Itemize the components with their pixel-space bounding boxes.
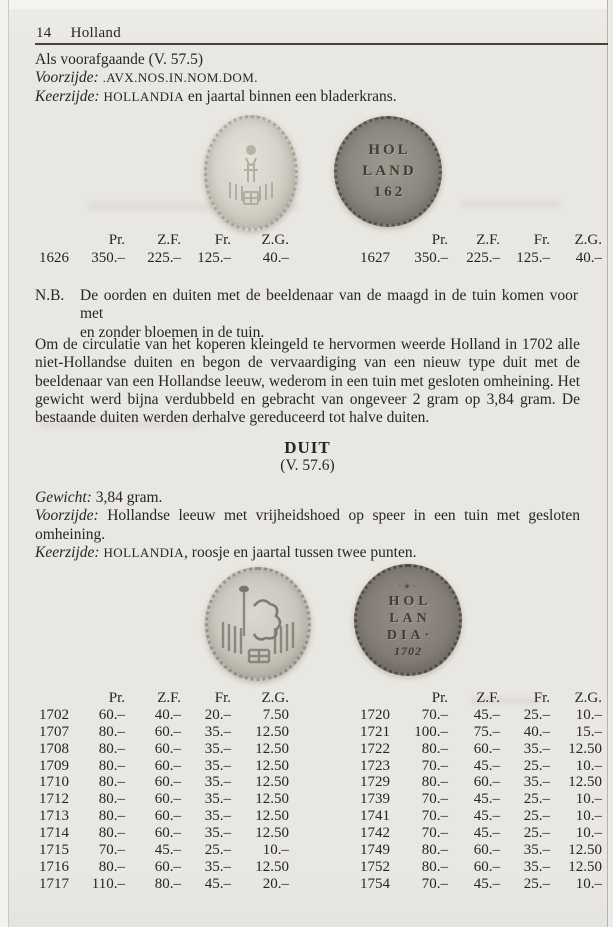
price-cell: 70.– xyxy=(421,808,448,825)
nb-label: N.B. xyxy=(35,287,65,304)
price-cell: 80.– xyxy=(421,842,448,859)
price-cell: 60.– xyxy=(154,774,181,791)
year-cell: 1708 xyxy=(39,740,69,757)
price-cell: 25.– xyxy=(204,842,231,859)
price-row xyxy=(352,758,602,775)
year-cell: 1709 xyxy=(39,757,69,774)
price-table-header xyxy=(352,690,602,707)
price-cell: 7.50 xyxy=(262,706,289,723)
price-cell: 60.– xyxy=(154,825,181,842)
price-row xyxy=(352,842,602,859)
price-cell: 60.– xyxy=(98,706,125,723)
price-row xyxy=(35,249,289,267)
price-row xyxy=(35,825,289,842)
gewicht-label: Gewicht: xyxy=(35,489,92,506)
price-cell: 125.– xyxy=(197,250,231,266)
price-cell: 225.– xyxy=(466,250,500,266)
paragraph-line: beeldenaar van een Hollandse leeuw, wederom in een tuin met gesloten omheining. Het xyxy=(35,372,580,390)
bleedthrough-artifact xyxy=(460,200,560,208)
price-cell: 12.50 xyxy=(255,757,289,774)
price-cell: 10.– xyxy=(575,757,602,774)
price-cell: 12.50 xyxy=(255,825,289,842)
obverse-description: Hollandse leeuw met vrijheidshoed op speer in een tuin met gesloten xyxy=(107,507,581,525)
price-cell: 12.50 xyxy=(255,774,289,791)
price-cell: 350.– xyxy=(414,250,448,266)
price-cell: 25.– xyxy=(523,825,550,842)
price-cell: 35.– xyxy=(204,791,231,808)
price-row xyxy=(35,791,289,808)
price-cell: 70.– xyxy=(421,706,448,723)
price-row xyxy=(352,791,602,808)
price-cell: 70.– xyxy=(98,842,125,859)
col-zf: Z.F. xyxy=(476,232,500,248)
maiden-in-garden-illustration xyxy=(211,122,291,224)
price-cell: 10.– xyxy=(575,825,602,842)
year-cell: 1754 xyxy=(360,875,390,892)
price-cell: 80.– xyxy=(98,825,125,842)
price-cell: 40.– xyxy=(262,250,289,266)
price-cell: 35.– xyxy=(204,740,231,757)
price-row xyxy=(352,724,602,741)
year-cell: 1739 xyxy=(360,791,390,808)
reverse-legend: HOLLANDIA xyxy=(103,88,185,104)
col-zg: Z.G. xyxy=(574,690,602,706)
obverse-line xyxy=(35,507,580,525)
price-row xyxy=(35,842,289,859)
year-cell: 1729 xyxy=(360,774,390,791)
price-cell: 60.– xyxy=(154,858,181,875)
price-cell: 60.– xyxy=(154,740,181,757)
price-cell: 10.– xyxy=(575,808,602,825)
price-cell: 10.– xyxy=(575,875,602,892)
price-cell: 45.– xyxy=(204,875,231,892)
coin-legend-line: HOL xyxy=(368,142,411,158)
col-pr: Pr. xyxy=(108,232,125,248)
nb-line: De oorden en duiten met de beeldenaar van de maagd in de tuin komen voor met xyxy=(80,287,578,323)
price-cell: 35.– xyxy=(523,774,550,791)
price-cell: 100.– xyxy=(414,723,448,740)
price-cell: 10.– xyxy=(575,706,602,723)
page-number: 14 xyxy=(36,25,52,41)
coin-legend-line: HOL xyxy=(388,594,432,609)
col-zf: Z.F. xyxy=(476,690,500,706)
year-cell: 1720 xyxy=(360,706,390,723)
coin-photo-oord-reverse xyxy=(334,116,442,227)
year-cell: 1717 xyxy=(39,875,69,892)
price-cell: 25.– xyxy=(523,757,550,774)
year-cell: 1742 xyxy=(360,825,390,842)
year-cell: 1707 xyxy=(39,723,69,740)
running-header xyxy=(36,25,121,42)
price-row xyxy=(35,741,289,758)
body-paragraph xyxy=(35,336,580,427)
price-cell: 45.– xyxy=(473,791,500,808)
keerzijde-label: Keerzijde: xyxy=(35,87,100,105)
reverse-description: en jaartal binnen een bladerkrans. xyxy=(184,87,397,105)
col-zf: Z.F. xyxy=(157,232,181,248)
price-cell: 35.– xyxy=(204,858,231,875)
section-title-duit: DUIT xyxy=(284,438,331,457)
price-cell: 12.50 xyxy=(255,740,289,757)
price-cell: 70.– xyxy=(421,791,448,808)
header-rule xyxy=(35,43,608,45)
price-cell: 70.– xyxy=(421,757,448,774)
year-cell: 1723 xyxy=(360,757,390,774)
price-cell: 80.– xyxy=(421,740,448,757)
price-cell: 40.– xyxy=(523,723,550,740)
price-cell: 15.– xyxy=(575,723,602,740)
year-cell: 1716 xyxy=(39,858,69,875)
price-cell: 35.– xyxy=(523,858,550,875)
price-row xyxy=(35,707,289,724)
nb-line: en zonder bloemen in de tuin. xyxy=(80,323,265,341)
col-pr: Pr. xyxy=(108,690,125,706)
price-cell: 75.– xyxy=(473,723,500,740)
price-cell: 40.– xyxy=(154,706,181,723)
price-cell: 110.– xyxy=(91,875,125,892)
price-row xyxy=(35,859,289,876)
price-cell: 80.– xyxy=(154,875,181,892)
price-cell: 25.– xyxy=(523,875,550,892)
price-table-1626 xyxy=(35,231,289,267)
price-cell: 25.– xyxy=(523,791,550,808)
obverse-line xyxy=(35,69,580,87)
price-cell: 80.– xyxy=(98,808,125,825)
price-row xyxy=(35,774,289,791)
price-row xyxy=(352,707,602,724)
price-cell: 35.– xyxy=(204,723,231,740)
price-cell: 45.– xyxy=(473,825,500,842)
price-cell: 40.– xyxy=(575,250,602,266)
voorzijde-label: Voorzijde: xyxy=(35,69,99,87)
year-cell: 1712 xyxy=(39,791,69,808)
price-cell: 35.– xyxy=(204,808,231,825)
year-cell: 1714 xyxy=(39,825,69,842)
price-cell: 80.– xyxy=(98,791,125,808)
price-cell: 12.50 xyxy=(568,740,602,757)
type-reference-line: Als voorafgaande (V. 57.5) xyxy=(35,51,204,68)
price-cell: 80.– xyxy=(421,858,448,875)
col-zf: Z.F. xyxy=(157,690,181,706)
price-cell: 60.– xyxy=(154,791,181,808)
weight-line xyxy=(35,489,580,507)
price-cell: 80.– xyxy=(98,757,125,774)
price-cell: 60.– xyxy=(154,808,181,825)
price-cell: 80.– xyxy=(98,858,125,875)
price-row xyxy=(35,758,289,775)
price-cell: 60.– xyxy=(473,740,500,757)
price-cell: 20.– xyxy=(204,706,231,723)
price-cell: 12.50 xyxy=(568,858,602,875)
price-cell: 45.– xyxy=(473,757,500,774)
price-cell: 70.– xyxy=(421,825,448,842)
col-fr: Fr. xyxy=(214,690,231,706)
price-cell: 35.– xyxy=(523,842,550,859)
duit-price-table-left xyxy=(35,690,289,893)
price-cell: 12.50 xyxy=(568,842,602,859)
price-row xyxy=(352,876,602,893)
reverse-line xyxy=(35,544,580,562)
price-cell: 12.50 xyxy=(255,791,289,808)
weight-value: 3,84 gram. xyxy=(91,489,163,506)
year-cell: 1702 xyxy=(39,706,69,723)
price-cell: 20.– xyxy=(262,875,289,892)
price-cell: 45.– xyxy=(473,706,500,723)
price-cell: 350.– xyxy=(91,250,125,266)
duit-price-table-right xyxy=(352,690,602,893)
price-cell: 10.– xyxy=(262,842,289,859)
year-cell: 1749 xyxy=(360,842,390,859)
section-reference: (V. 57.6) xyxy=(280,457,335,474)
price-table-header xyxy=(35,231,289,249)
oord-description xyxy=(35,51,580,106)
lion-in-garden-illustration xyxy=(211,574,305,674)
col-zg: Z.G. xyxy=(261,690,289,706)
price-row xyxy=(352,859,602,876)
coin-photo-duit-obverse xyxy=(205,567,311,681)
scan-edge-right xyxy=(608,0,613,927)
year-cell: 1710 xyxy=(39,774,69,791)
price-cell: 45.– xyxy=(473,808,500,825)
price-cell: 10.– xyxy=(575,791,602,808)
price-cell: 45.– xyxy=(473,875,500,892)
price-rows xyxy=(35,707,289,893)
coin-legend-line: DIA· xyxy=(386,628,434,643)
price-cell: 125.– xyxy=(516,250,550,266)
paragraph-line: bestaande duiten werden derhalve gereduceerd tot halve duiten. xyxy=(35,409,430,427)
price-row xyxy=(352,808,602,825)
price-cell: 60.– xyxy=(473,858,500,875)
chapter-title: Holland xyxy=(70,25,122,41)
obverse-legend: .AVX.NOS.IN.NOM.DOM. xyxy=(102,70,258,86)
price-cell: 60.– xyxy=(473,774,500,791)
col-fr: Fr. xyxy=(214,232,231,248)
reverse-legend: HOLLANDIA xyxy=(103,544,185,560)
keerzijde-label: Keerzijde: xyxy=(35,543,100,561)
coin-legend-line: 162 xyxy=(373,184,406,200)
price-table-header xyxy=(352,231,602,249)
col-pr: Pr. xyxy=(431,232,448,248)
price-cell: 35.– xyxy=(204,825,231,842)
price-cell: 60.– xyxy=(473,842,500,859)
coin-legend-line: LAND xyxy=(362,163,417,179)
price-row xyxy=(352,249,602,267)
price-cell: 80.– xyxy=(98,723,125,740)
price-row xyxy=(35,724,289,741)
price-row xyxy=(352,825,602,842)
price-cell: 25.– xyxy=(523,706,550,723)
coin-photo-oord-obverse xyxy=(204,115,298,231)
price-cell: 80.– xyxy=(421,774,448,791)
coin-legend-line: LAN xyxy=(389,611,431,626)
price-table-header xyxy=(35,690,289,707)
price-row xyxy=(35,876,289,893)
price-cell: 60.– xyxy=(154,757,181,774)
reverse-description: , roosje en jaartal tussen twee punten. xyxy=(184,543,417,561)
price-table-1627 xyxy=(352,231,602,267)
price-cell: 12.50 xyxy=(568,774,602,791)
price-cell: 35.– xyxy=(204,757,231,774)
price-cell: 80.– xyxy=(98,740,125,757)
voorzijde-label: Voorzijde: xyxy=(35,507,99,525)
col-zg: Z.G. xyxy=(574,232,602,248)
price-row xyxy=(352,741,602,758)
nb-note xyxy=(80,287,578,342)
year-cell: 1752 xyxy=(360,858,390,875)
price-row xyxy=(352,774,602,791)
price-cell: 25.– xyxy=(523,808,550,825)
paragraph-line: gewicht werd bijna verdubbeld en gebracht van ongeveer 2 gram op 3,84 gram. De xyxy=(35,390,580,408)
price-cell: 35.– xyxy=(204,774,231,791)
price-cell: 60.– xyxy=(154,723,181,740)
coin-year: 1702 xyxy=(394,644,422,658)
year-cell: 1721 xyxy=(360,723,390,740)
year-cell: 1715 xyxy=(39,842,69,859)
price-cell: 12.50 xyxy=(255,808,289,825)
year-cell: 1722 xyxy=(360,740,390,757)
col-zg: Z.G. xyxy=(261,232,289,248)
col-fr: Fr. xyxy=(533,690,550,706)
scan-edge-left xyxy=(0,0,8,927)
price-cell: 35.– xyxy=(523,740,550,757)
year-cell: 1741 xyxy=(360,808,390,825)
rosette-mark: ·∗· xyxy=(398,582,418,592)
col-pr: Pr. xyxy=(431,690,448,706)
year-cell: 1626 xyxy=(39,250,69,266)
paragraph-line: Om de circulatie van het koperen kleingeld te hervormen weerde Holland in 1702 alle xyxy=(35,336,580,353)
paragraph-line: niet-Hollandse duiten en begon de vervaardiging van een nieuw type duit met de xyxy=(35,354,580,372)
price-row xyxy=(35,808,289,825)
price-cell: 45.– xyxy=(154,842,181,859)
price-cell: 12.50 xyxy=(255,858,289,875)
obverse-line-2: omheining. xyxy=(35,525,106,543)
price-cell: 70.– xyxy=(421,875,448,892)
price-rows xyxy=(352,707,602,893)
price-cell: 80.– xyxy=(98,774,125,791)
coin-photo-duit-reverse xyxy=(354,564,462,676)
duit-description xyxy=(35,489,580,562)
price-cell: 225.– xyxy=(147,250,181,266)
scan-edge-top xyxy=(0,0,613,9)
price-cell: 12.50 xyxy=(255,723,289,740)
year-cell: 1627 xyxy=(360,250,390,266)
col-fr: Fr. xyxy=(533,232,550,248)
year-cell: 1713 xyxy=(39,808,69,825)
reverse-line xyxy=(35,88,580,106)
